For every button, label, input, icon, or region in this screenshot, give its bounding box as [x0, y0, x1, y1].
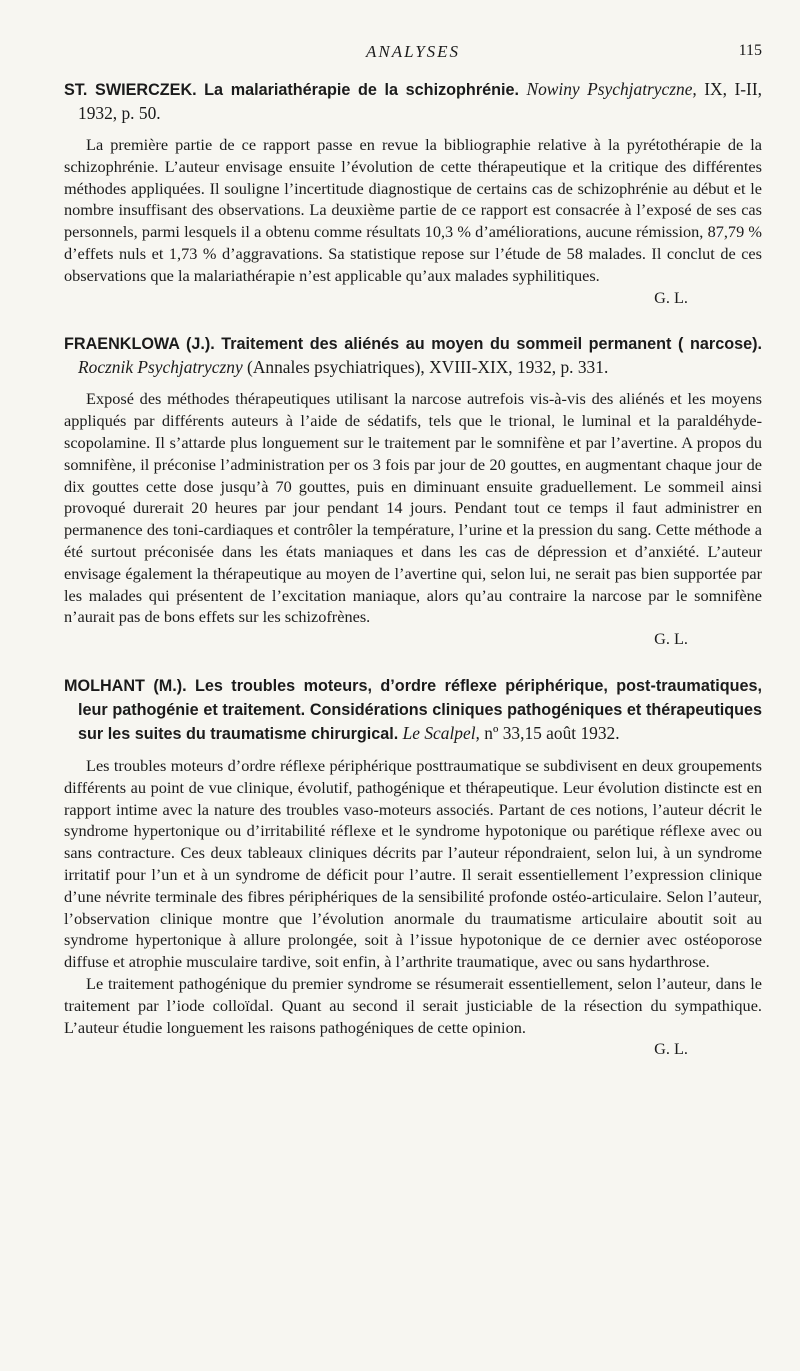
article-swierczek	[64, 78, 762, 308]
article-journal: Le Scalpel,	[402, 722, 480, 743]
article-header	[64, 332, 762, 379]
article-fraenklowa	[64, 332, 762, 650]
article-author: ST. SWIERCZEK.	[64, 81, 197, 99]
article-paragraph: La première partie de ce rapport passe en revue la bibliographie relative à la pyrétothérapie de la schizophrénie. L’auteur envisage ensuite l’évolution de cette thérapeutique et la critique des différentes méthodes appliquées. Il souligne l’incertitude diagnostique de certains cas de schizophrénie au début et le nombre insuffisant des observations. La deuxième partie de ce rapport est consacrée à l’exposé de ses cas personnels, parmi lesquels il a obtenu comme résultats 10,3 % d’améliorations, aucune rémission, 87,79 % d’effets nuls et 1,73 % d’aggravations. Sa statistique repose sur l’étude de 58 malades. Il conclut de ces observations que la malariathérapie n’est applicable qu’aux malades syphilitiques.	[64, 135, 762, 285]
running-title: ANALYSES	[365, 42, 461, 61]
article-author: MOLHANT (M.).	[64, 676, 187, 695]
article-paragraph: Le traitement pathogénique du premier syndrome se résumerait essentiellement, selon l’auteur, dans le traitement par l’iode colloïdal. Quant au second il serait justiciable de la résection du sympathique. L’auteur étudie longuement les raisons pathogéniques de cette opinion.	[64, 973, 762, 1037]
article-journal: Rocznik Psychjatryczny	[78, 357, 243, 378]
article-header	[64, 674, 762, 746]
article-paragraph: Exposé des méthodes thérapeutiques utilisant la narcose autrefois vis-à-vis des aliénés et les moyens appliqués par différents auteurs à l’aide de sédatifs, tels que le trional, le luminal et la paraldéhyde-scopolamine. Il s’attarde plus longuement sur le traitement par le somnifène et par l’avertine. A propos du somnifène, il préconise l’administration per os 3 fois par jour de 20 gouttes, en augmentant chaque jour de dix gouttes cette dose jusqu’à 70 gouttes, puis en diminuant ensuite graduellement. Le sommeil ainsi provoqué durerait 20 heures par jour pendant 14 jours. Pendant tout ce temps il faut administrer en permanence des toni-cardiaques et contrôler la température, l’urine et la pression du sang. Cette méthode a été surtout préconisée dans les états maniaques et dans les cas de dépression et d’anxiété. L’auteur envisage également la thérapeutique au moyen de l’avertine qui, selon lui, ne serait pas bien supportée par les malades qui présentent de l’excitation maniaque, alors qu’au contraire la narcose par le somnifène n’aurait pas de bons effets sur les schizofrènes.	[64, 389, 762, 627]
article-signature: G. L.	[654, 1039, 688, 1059]
article-body	[64, 388, 762, 650]
article-body	[64, 134, 762, 308]
article-body	[64, 755, 762, 1060]
article-signature: G. L.	[654, 629, 688, 649]
article-title: Les troubles moteurs, d’ordre réflexe périphérique, post-traumatiques, leur pathogénie et traitement. Considérations cliniques pathogéniques et thérapeutiques sur les suites du traumatisme chirurgical.	[78, 676, 762, 743]
running-head	[64, 42, 762, 68]
page-number: 115	[738, 42, 762, 59]
article-journal: Nowiny Psychjatryczne,	[526, 79, 697, 99]
article-citation: IX, I-II, 1932, p. 50.	[78, 79, 762, 123]
article-citation: nº 33,15 août 1932.	[484, 722, 620, 743]
signature-line	[64, 287, 762, 309]
article-citation: (Annales psychiatriques), XVIII-XIX, 1932, p. 331.	[247, 357, 609, 378]
article-title: La malariathérapie de la schizophrénie.	[204, 81, 520, 99]
article-molhant	[64, 674, 762, 1060]
article-header	[64, 78, 762, 125]
signature-line	[64, 1038, 762, 1060]
signature-line	[64, 628, 762, 650]
article-paragraph: Les troubles moteurs d’ordre réflexe périphérique posttraumatique se subdivisent en deux groupements différents au point de vue clinique, évolutif, pathogénique et thérapeutique. Leur évolution distincte est en rapport intime avec la nature des troubles vaso-moteurs associés. Partant de ces notions, l’auteur décrit le syndrome hypertonique ou d’irritabilité réflexe et le syndrome hypotonique ou parétique réflexe avec ou sans contracture. Ces deux tableaux cliniques décrits par l’auteur répondraient, selon lui, à un syndrome irritatif pour l’un et à un syndrome de déficit pour l’autre. Il serait essentiellement l’expression clinique d’une névrite terminale des fibres périphériques de la sensibilité profonde ostéo-articulaire. Selon l’auteur, l’observation clinique montre que l’évolution anormale du traumatisme articulaire aboutit soit au syndrome hypertonique à allure prolongée, soit à l’issue hypotonique de ce dernier avec ostéoporose diffuse et atrophie musculaire tardive, soit enfin, à l’arthrite traumatique, avec ou sans hydarthrose.	[64, 755, 762, 972]
article-title: Traitement des aliénés au moyen du sommeil permanent ( narcose).	[221, 335, 762, 354]
article-author: FRAENKLOWA (J.).	[64, 335, 215, 354]
article-signature: G. L.	[654, 287, 688, 307]
